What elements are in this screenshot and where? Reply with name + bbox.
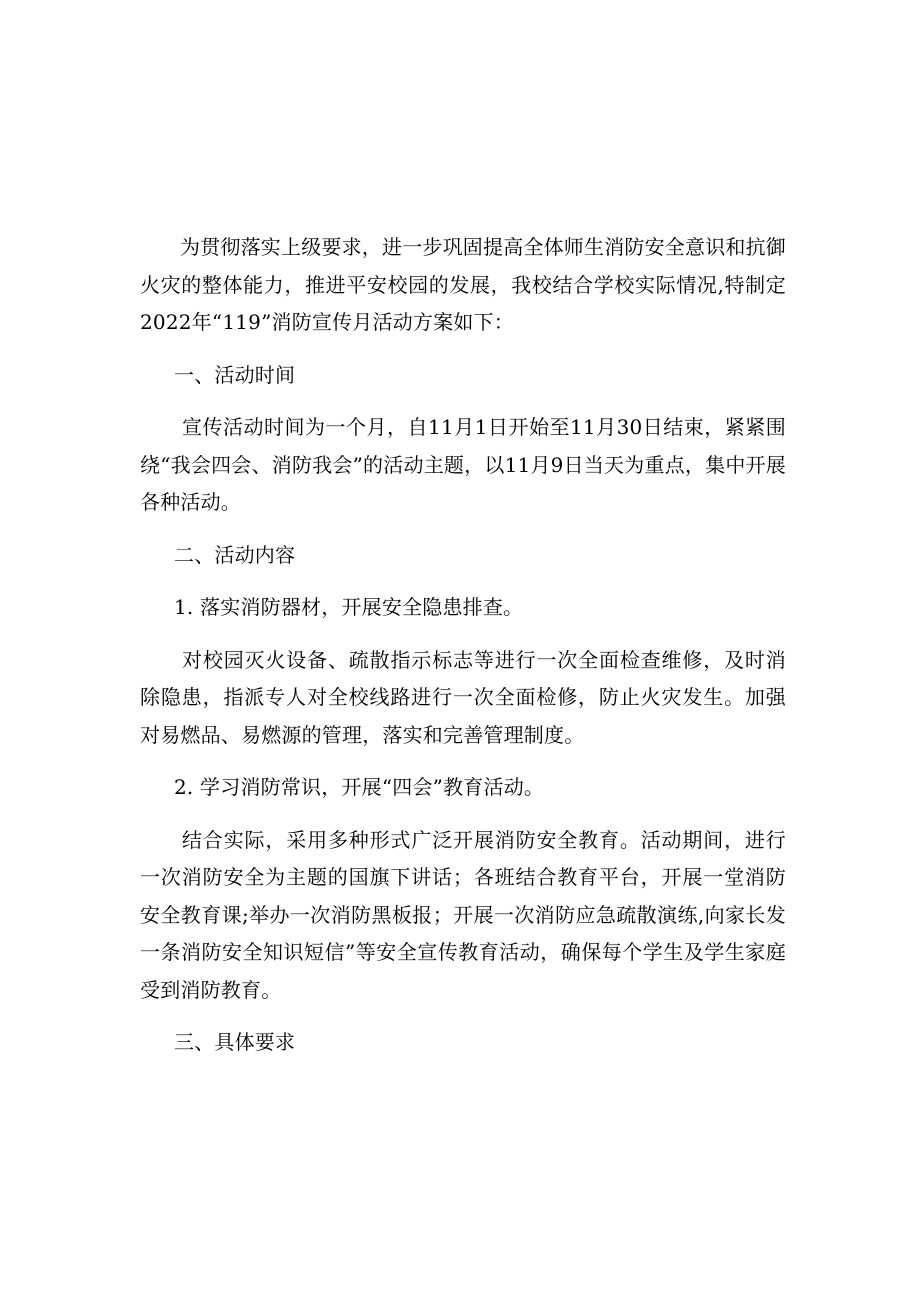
spacer [140,807,786,822]
spacer [140,754,786,769]
spacer [140,522,786,537]
spacer [140,394,786,409]
item-2-paragraph: 结合实际，采用多种形式广泛开展消防安全教育。活动期间，进行一次消防安全为主题的国旗下讲话；各班结合教育平台，开展一堂消防安全教育课;举办一次消防黑板报；开展一次消防应急疏散演练,向家长发一条消防安全知识短信”等安全宣传教育活动，确保每个学生及学生家庭受到消防教育。 [140,827,786,1002]
time-paragraph: 宣传活动时间为一个月，自11月1日开始至11月30日结束，紧紧围绕“我会四会、消防我会”的活动主题，以11月9日当天为重点，集中开展各种活动。 [140,415,786,514]
section-heading-content: 二、活动内容 [174,542,296,567]
section-heading-requirements: 三、具体要求 [174,1030,296,1054]
item-1-paragraph: 对校园灭火设备、疏散指示标志等进行一次全面检查维修，及时消除隐患，指派专人对全校线路进行一次全面检修，防止火灾发生。加强对易燃品、易燃源的管理，落实和完善管理制度。 [140,647,786,747]
document-body [140,229,786,1062]
spacer [140,627,786,642]
item-2-title: 2. 学习消防常识，开展“四会”教育活动。 [174,775,545,799]
section-heading-time: 一、活动时间 [174,362,296,387]
intro-paragraph: 为贯彻落实上级要求，进一步巩固提高全体师生消防安全意识和抗御火灾的整体能力，推进平安校园的发展，我校结合学校实际情况,特制定2022年“119”消防宣传月活动方案如下： [140,235,786,334]
spacer [140,342,786,357]
spacer [140,574,786,589]
spacer [140,1009,786,1024]
item-1-title: 1. 落实消防器材，开展安全隐患排查。 [174,595,524,619]
